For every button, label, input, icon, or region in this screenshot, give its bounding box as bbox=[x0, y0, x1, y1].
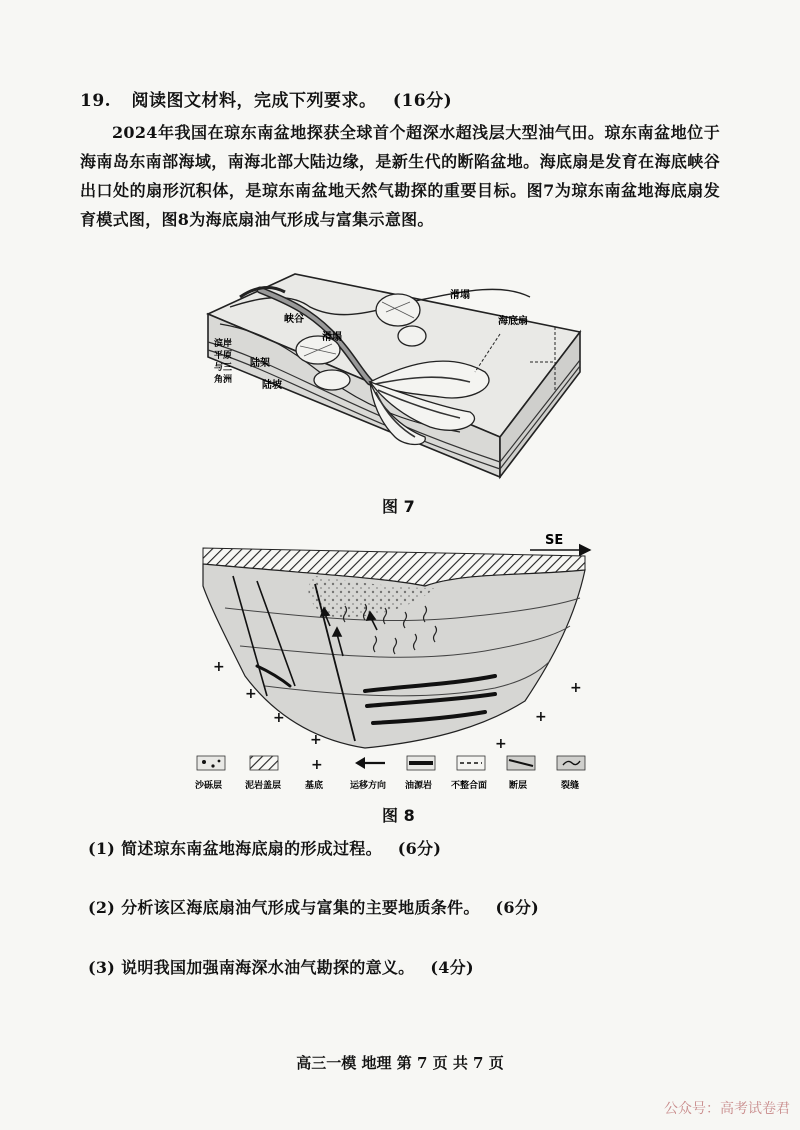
subquestion-3-number: (3) bbox=[88, 958, 116, 977]
legend-unconformity: 不整合面 bbox=[451, 781, 488, 791]
subquestion-3-text: 说明我国加强南海深水油气勘探的意义。 bbox=[121, 958, 415, 977]
label-slope: 陆坡 bbox=[262, 380, 282, 391]
label-submarine-fan: 海底扇 bbox=[498, 316, 528, 327]
svg-text:+: + bbox=[495, 736, 507, 752]
subquestion-1 bbox=[88, 836, 441, 859]
legend-source-rock: 油源岩 bbox=[405, 781, 433, 791]
page-footer: 高三一模 地理 第 7 页 共 7 页 bbox=[296, 1054, 504, 1072]
subquestion-2 bbox=[88, 895, 539, 918]
legend-fault: 断层 bbox=[509, 781, 528, 791]
label-shelf: 陆架 bbox=[250, 358, 270, 369]
label-coastal-plain-1: 滨岸 bbox=[214, 339, 233, 349]
question-header bbox=[80, 86, 452, 111]
subquestion-2-number: (2) bbox=[88, 898, 116, 917]
passage-text: 2024年我国在琼东南盆地探获全球首个超深水超浅层大型油气田。琼东南盆地位于海南岛东南部海域，南海北部大陆边缘，是新生代的断陷盆地。海底扇是发育在海底峡谷出口处的扇形沉积体，是琼东南盆地天然气勘探的重要目标。图7为琼东南盆地海底扇发育模式图，图8为海底扇油气形成与富集示意图。 bbox=[80, 123, 720, 229]
figure-8 bbox=[195, 526, 605, 796]
figure-8-legend bbox=[195, 756, 585, 791]
figure-8-caption: 图 8 bbox=[382, 806, 415, 825]
label-coastal-plain-2: 平原 bbox=[214, 351, 233, 361]
label-coastal-plain-3: 与三 bbox=[214, 363, 233, 373]
svg-text:+: + bbox=[535, 709, 547, 725]
subquestion-2-text: 分析该区海底扇油气形成与富集的主要地质条件。 bbox=[121, 898, 480, 917]
label-slump-1: 滑塌 bbox=[450, 290, 470, 301]
svg-text:+: + bbox=[570, 680, 582, 696]
question-instruction: 阅读图文材料，完成下列要求。 bbox=[131, 91, 377, 111]
label-slump-2: 滑塌 bbox=[322, 332, 342, 343]
legend-mudstone-cap: 泥岩盖层 bbox=[245, 781, 282, 791]
legend-gravel: 沙砾层 bbox=[195, 781, 223, 791]
question-number: 19. bbox=[80, 91, 112, 111]
subquestion-3 bbox=[88, 955, 474, 978]
direction-label: SE bbox=[545, 533, 564, 548]
svg-text:+: + bbox=[213, 659, 225, 675]
subquestion-1-number: (1) bbox=[88, 839, 116, 858]
figure-7-caption: 图 7 bbox=[382, 497, 415, 516]
figure-7-diagram bbox=[200, 262, 600, 487]
label-coastal-plain-4: 角洲 bbox=[214, 375, 233, 385]
subquestion-1-text: 简述琼东南盆地海底扇的形成过程。 bbox=[121, 839, 382, 858]
svg-text:+: + bbox=[245, 686, 257, 702]
legend-basement: 基底 bbox=[305, 781, 324, 791]
question-points: (16分) bbox=[392, 91, 453, 111]
subquestion-2-points: (6分) bbox=[495, 898, 540, 917]
label-canyon: 峡谷 bbox=[284, 314, 304, 325]
subquestion-3-points: (4分) bbox=[430, 958, 474, 977]
legend-migration: 运移方向 bbox=[350, 781, 387, 791]
figure-7 bbox=[200, 262, 600, 487]
passage bbox=[80, 118, 720, 234]
svg-text:+: + bbox=[310, 732, 322, 748]
subquestion-1-points: (6分) bbox=[397, 839, 442, 858]
svg-text:+: + bbox=[311, 757, 323, 773]
svg-text:+: + bbox=[273, 710, 285, 726]
figure-8-diagram bbox=[195, 526, 605, 796]
legend-fracture: 裂缝 bbox=[561, 781, 580, 791]
watermark: 公众号：高考试卷君 bbox=[664, 1101, 790, 1117]
